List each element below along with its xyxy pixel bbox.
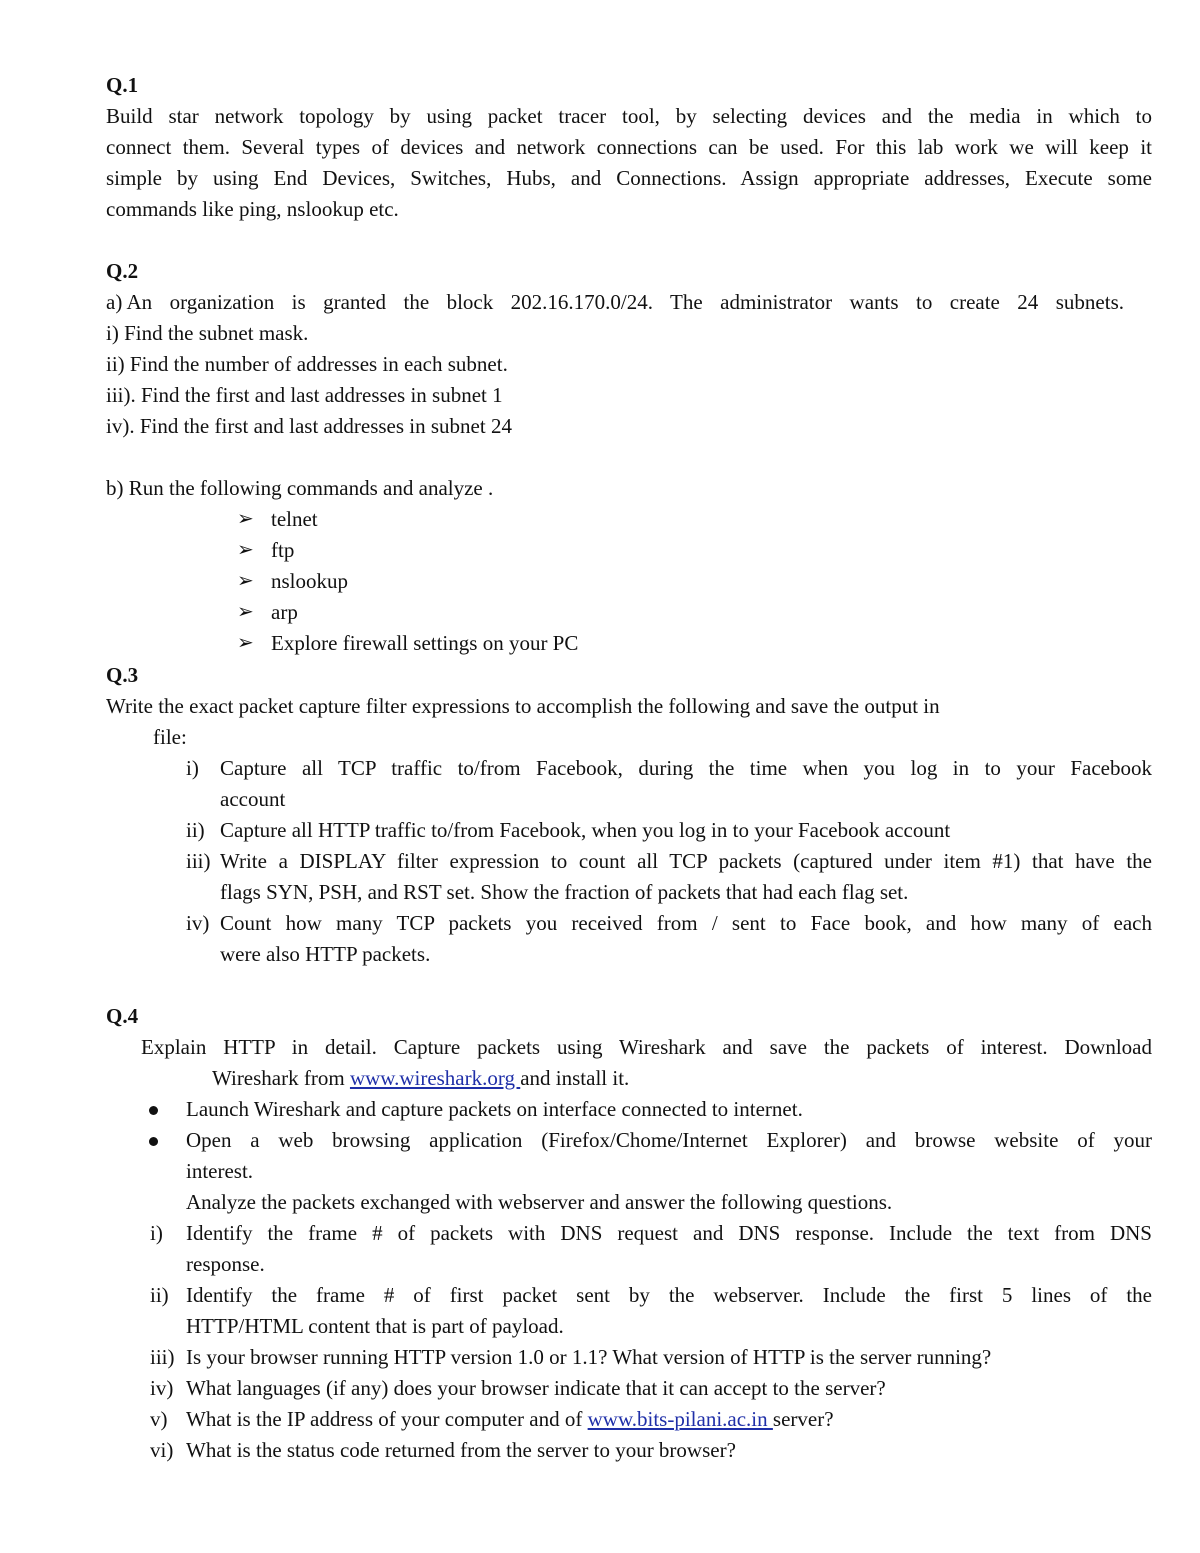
q4-item-num: i) bbox=[150, 1221, 163, 1245]
q3-item-num: iv) bbox=[186, 911, 210, 935]
q4-intro-cont bbox=[212, 1063, 629, 1094]
bullet-icon bbox=[149, 1106, 158, 1115]
arrow-bullet-icon: ➢ bbox=[237, 601, 254, 623]
command-telnet: telnet bbox=[271, 507, 318, 531]
q4-item-v-text-end: server? bbox=[772, 1407, 834, 1431]
q3-item-iii-cont: flags SYN, PSH, and RST set. Show the fraction of packets that had each flag set. bbox=[220, 880, 909, 904]
q3-heading: Q.3 bbox=[106, 663, 139, 687]
q3-item-num: iii) bbox=[186, 849, 211, 873]
q2-part-a: a) An organization is granted the block 202.16.170.0/24. The administrator wants to create 24 subnets. bbox=[106, 290, 1124, 314]
arrow-bullet-icon: ➢ bbox=[237, 570, 254, 592]
q2-heading: Q.2 bbox=[106, 259, 139, 283]
q2-part-b: b) Run the following commands and analyze . bbox=[106, 476, 494, 500]
q4-item-i-cont: response. bbox=[186, 1252, 265, 1276]
q2-part-iv: iv). Find the first and last addresses in subnet 24 bbox=[106, 414, 512, 438]
q4-item-num: iii) bbox=[150, 1345, 175, 1369]
q4-item-iii: Is your browser running HTTP version 1.0 or 1.1? What version of HTTP is the server running? bbox=[186, 1345, 992, 1369]
q2-part-iii: iii). Find the first and last addresses in subnet 1 bbox=[106, 383, 503, 407]
q3-item-i-cont: account bbox=[220, 787, 286, 811]
q3-item-i: Capture all TCP traffic to/from Facebook, during the time when you log in to your Facebook bbox=[220, 756, 1152, 780]
arrow-bullet-icon: ➢ bbox=[237, 539, 254, 561]
bits-pilani-link[interactable]: www.bits-pilani.ac.in bbox=[587, 1407, 773, 1431]
command-ftp: ftp bbox=[271, 538, 295, 562]
q4-item-num: vi) bbox=[150, 1438, 174, 1462]
q4-item-v-text: What is the IP address of your computer and of bbox=[186, 1407, 588, 1431]
q3-item-num: ii) bbox=[186, 818, 205, 842]
q3-item-num: i) bbox=[186, 756, 199, 780]
q3-item-iv-cont: were also HTTP packets. bbox=[220, 942, 431, 966]
q3-intro-cont: file: bbox=[153, 725, 187, 749]
q1-line-3: simple by using End Devices, Switches, Hubs, and Connections. Assign appropriate addresses, Execute some bbox=[106, 166, 1152, 190]
q3-intro: Write the exact packet capture filter expressions to accomplish the following and save the output in bbox=[106, 694, 940, 718]
q4-item-v bbox=[186, 1404, 834, 1435]
command-firewall: Explore firewall settings on your PC bbox=[271, 631, 579, 655]
q3-item-iv: Count how many TCP packets you received from / sent to Face book, and how many of each bbox=[220, 911, 1152, 935]
q4-item-vi: What is the status code returned from the server to your browser? bbox=[186, 1438, 736, 1462]
q4-item-num: v) bbox=[150, 1407, 168, 1431]
q1-heading: Q.1 bbox=[106, 73, 139, 97]
q4-item-iv: What languages (if any) does your browser indicate that it can accept to the server? bbox=[186, 1376, 886, 1400]
q4-item-num: iv) bbox=[150, 1376, 174, 1400]
q4-bullet-2-cont: interest. bbox=[186, 1159, 254, 1183]
command-arp: arp bbox=[271, 600, 298, 624]
q1-line-2: connect them. Several types of devices and network connections can be used. For this lab work we will keep it bbox=[106, 135, 1152, 159]
q4-item-num: ii) bbox=[150, 1283, 169, 1307]
q1-line-4: commands like ping, nslookup etc. bbox=[106, 197, 399, 221]
wireshark-link[interactable]: www.wireshark.org bbox=[349, 1066, 521, 1090]
q4-item-i: Identify the frame # of packets with DNS request and DNS response. Include the text from DNS bbox=[186, 1221, 1152, 1245]
q4-item-ii-cont: HTTP/HTML content that is part of payload. bbox=[186, 1314, 564, 1338]
q4-intro: Explain HTTP in detail. Capture packets using Wireshark and save the packets of interest. Download bbox=[141, 1035, 1152, 1059]
q4-item-ii: Identify the frame # of first packet sent by the webserver. Include the first 5 lines of the bbox=[186, 1283, 1152, 1307]
q4-intro-text: Wireshark from bbox=[212, 1066, 350, 1090]
q1-line-1: Build star network topology by using packet tracer tool, by selecting devices and the media in which to bbox=[106, 104, 1152, 128]
q3-item-iii: Write a DISPLAY filter expression to count all TCP packets (captured under item #1) that have the bbox=[220, 849, 1152, 873]
q4-bullet-1: Launch Wireshark and capture packets on interface connected to internet. bbox=[186, 1097, 803, 1121]
q2-part-ii: ii) Find the number of addresses in each subnet. bbox=[106, 352, 508, 376]
arrow-bullet-icon: ➢ bbox=[237, 632, 254, 654]
q4-bullet-2: Open a web browsing application (Firefox/Chome/Internet Explorer) and browse website of your bbox=[186, 1128, 1152, 1152]
command-nslookup: nslookup bbox=[271, 569, 349, 593]
q2-part-i: i) Find the subnet mask. bbox=[106, 321, 309, 345]
q4-analyze: Analyze the packets exchanged with webserver and answer the following questions. bbox=[186, 1190, 893, 1214]
q3-item-ii: Capture all HTTP traffic to/from Facebook, when you log in to your Facebook account bbox=[220, 818, 951, 842]
q4-heading: Q.4 bbox=[106, 1004, 139, 1028]
arrow-bullet-icon: ➢ bbox=[237, 508, 254, 530]
bullet-icon bbox=[149, 1137, 158, 1146]
q4-intro-text-end: and install it. bbox=[520, 1066, 630, 1090]
